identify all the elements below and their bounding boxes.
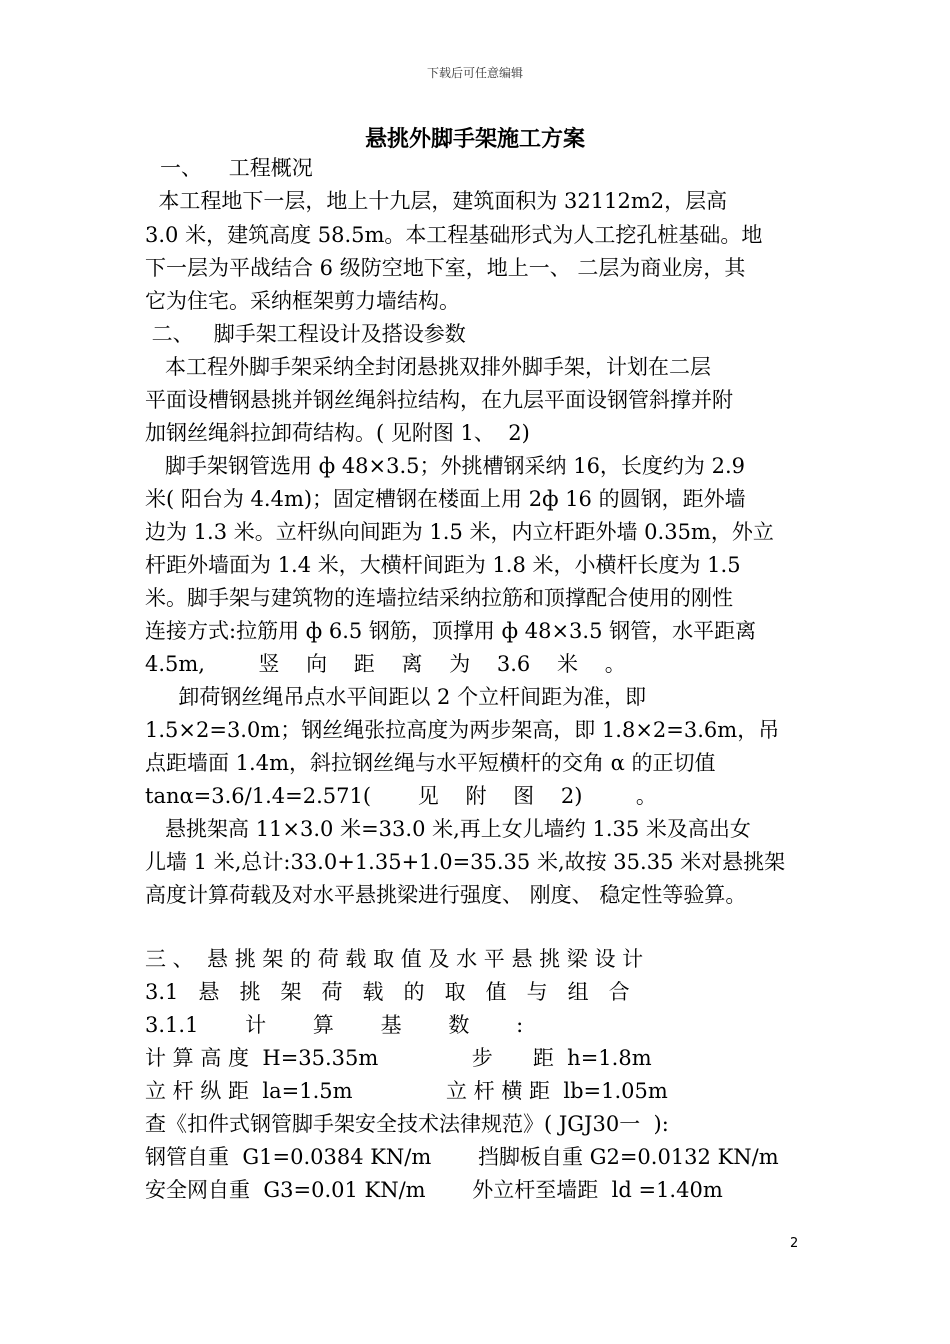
paragraph-line: 本工程外脚手架采纳全封闭悬挑双排外脚手架，计划在二层 xyxy=(145,355,712,379)
paragraph-line: 它为住宅。采纳框架剪力墙结构。 xyxy=(145,289,460,313)
paragraph-line: 米( 阳台为 4.4m)；固定槽钢在楼面上用 2ф 16 的圆钢，距外墙 xyxy=(145,487,746,511)
paragraph-line: 卸荷钢丝绳吊点水平间距以 2 个立杆间距为准，即 xyxy=(145,685,647,709)
subsection-heading: 3.1.1 计 算 基 数 : xyxy=(145,1013,524,1037)
section-heading: 三 、 悬 挑 架 的 荷 载 取 值 及 水 平 悬 挑 梁 设 计 xyxy=(145,947,644,971)
page-header-note: 下载后可任意编辑 xyxy=(426,66,523,80)
paragraph-line: 4.5m, 竖 向 距 离 为 3.6 米 。 xyxy=(145,652,626,676)
parameter-line: 安全网自重 G3=0.01 KN/m 外立杆至墙距 ld =1.40m xyxy=(145,1178,723,1202)
subsection-heading: 3.1 悬 挑 架 荷 载 的 取 值 与 组 合 xyxy=(145,980,630,1004)
paragraph-line: 平面设槽钢悬挑并钢丝绳斜拉结构，在九层平面设钢管斜撑并附 xyxy=(145,388,733,412)
paragraph-line: 下一层为平战结合 6 级防空地下室，地上一、 二层为商业房，其 xyxy=(145,256,746,280)
section-heading: 二、 脚手架工程设计及搭设参数 xyxy=(145,322,466,346)
paragraph-line: 点距墙面 1.4m，斜拉钢丝绳与水平短横杆的交角 α 的正切值 xyxy=(145,751,716,775)
document-title: 悬挑外脚手架施工方案 xyxy=(364,127,585,152)
section-heading: 一、 工程概况 xyxy=(160,156,313,180)
paragraph-line: 儿墙 1 米,总计:33.0+1.35+1.0=35.35 米,故按 35.35 米对悬挑架 xyxy=(145,850,786,874)
paragraph-line: 高度计算荷载及对水平悬挑梁进行强度、 刚度、 稳定性等验算。 xyxy=(145,883,747,907)
page-number: 2 xyxy=(790,1236,799,1251)
paragraph-line: 3.0 米，建筑高度 58.5m。本工程基础形式为人工挖孔桩基础。地 xyxy=(145,223,763,247)
paragraph-line: 悬挑架高 11×3.0 米=33.0 米,再上女儿墙约 1.35 米及高出女 xyxy=(145,817,751,841)
parameter-line: 钢管自重 G1=0.0384 KN/m 挡脚板自重 G2=0.0132 KN/m xyxy=(145,1145,779,1169)
paragraph-line: 米。脚手架与建筑物的连墙拉结采纳拉筋和顶撑配合使用的刚性 xyxy=(145,586,733,610)
paragraph-line: 边为 1.3 米。立杆纵向间距为 1.5 米，内立杆距外墙 0.35m，外立 xyxy=(145,520,774,544)
parameter-line: 立 杆 纵 距 la=1.5m 立 杆 横 距 lb=1.05m xyxy=(145,1079,668,1103)
paragraph-line: 加钢丝绳斜拉卸荷结构。( 见附图 1、 2) xyxy=(145,421,530,445)
parameter-line: 计 算 高 度 H=35.35m 步 距 h=1.8m xyxy=(145,1046,652,1070)
parameter-line: 查《扣件式钢管脚手架安全技术法律规范》( JGJ30一 ): xyxy=(145,1112,669,1136)
paragraph-line: tanα=3.6/1.4=2.571( 见 附 图 2) 。 xyxy=(145,784,657,808)
paragraph-line: 连接方式:拉筋用 ф 6.5 钢筋，顶撑用 ф 48×3.5 钢管，水平距离 xyxy=(145,619,757,643)
paragraph-line: 本工程地下一层，地上十九层，建筑面积为 32112m2，层高 xyxy=(145,189,728,213)
paragraph-line: 1.5×2=3.0m；钢丝绳张拉高度为两步架高，即 1.8×2=3.6m，吊 xyxy=(145,718,780,742)
paragraph-line: 杆距外墙面为 1.4 米，大横杆间距为 1.8 米，小横杆长度为 1.5 xyxy=(145,553,741,577)
paragraph-line: 脚手架钢管选用 ф 48×3.5；外挑槽钢采纳 16，长度约为 2.9 xyxy=(145,454,745,478)
